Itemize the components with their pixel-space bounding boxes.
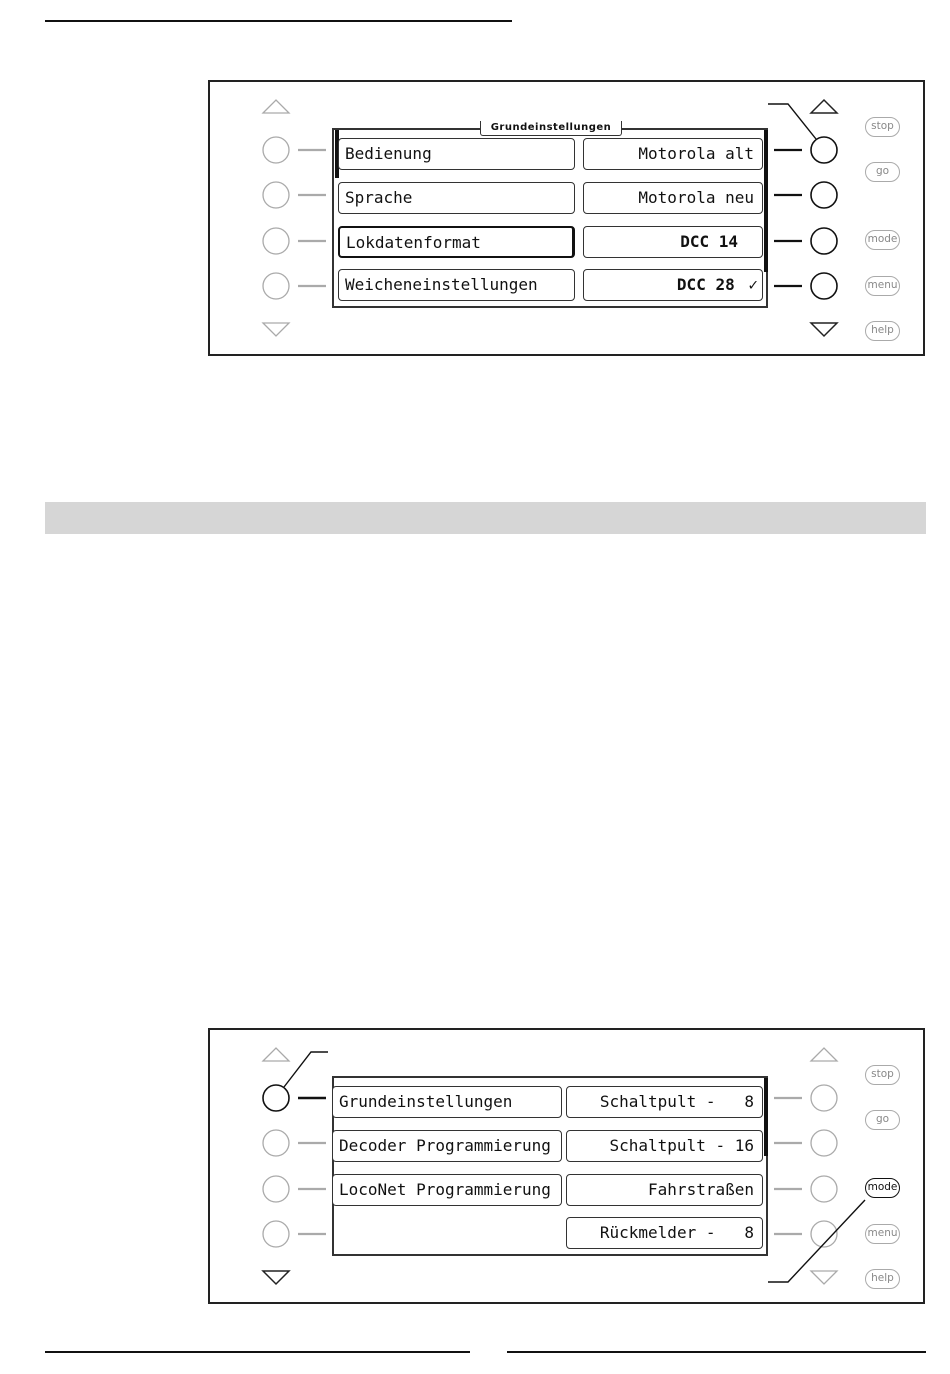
- left-down-arrow-icon: [263, 1271, 289, 1284]
- top-rule: [45, 20, 512, 22]
- right-softkey-3: [811, 228, 837, 254]
- option-motorola-neu[interactable]: Motorola neu: [583, 182, 763, 214]
- menu-button[interactable]: menu: [865, 1224, 900, 1244]
- mode-button[interactable]: mode: [865, 1178, 900, 1198]
- right-scrollbar[interactable]: [764, 130, 768, 272]
- option-dcc-14[interactable]: DCC 14: [583, 226, 763, 258]
- menu-item-schaltpult-16[interactable]: Schaltpult - 16: [566, 1130, 763, 1162]
- help-button[interactable]: help: [865, 1269, 900, 1289]
- mode-button[interactable]: mode: [865, 230, 900, 250]
- left-softkey-2: [263, 182, 289, 208]
- left-softkey-2: [263, 1130, 289, 1156]
- display-screen-1: [332, 122, 768, 308]
- menu-item-decoder-programmierung[interactable]: Decoder Programmierung: [332, 1130, 562, 1162]
- menu-item-schaltpult-8[interactable]: Schaltpult - 8: [566, 1086, 763, 1118]
- control-panel-2: [208, 1028, 925, 1304]
- right-up-arrow-icon: [811, 100, 837, 113]
- option-dcc-28[interactable]: [583, 269, 763, 301]
- left-softkey-4: [263, 1221, 289, 1247]
- left-up-arrow-icon: [263, 100, 289, 113]
- left-up-arrow-icon: [263, 1048, 289, 1061]
- right-softkey-3: [811, 1176, 837, 1202]
- control-panel-1: [208, 80, 925, 356]
- go-button[interactable]: go: [865, 1110, 900, 1130]
- stop-button[interactable]: stop: [865, 117, 900, 137]
- menu-item-loconet-programmierung[interactable]: LocoNet Programmierung: [332, 1174, 562, 1206]
- go-button[interactable]: go: [865, 162, 900, 182]
- bottom-rule-right: [507, 1351, 926, 1353]
- menu-item-fahrstrassen[interactable]: Fahrstraßen: [566, 1174, 763, 1206]
- right-scrollbar[interactable]: [764, 1078, 768, 1156]
- menu-item-sprache[interactable]: Sprache: [338, 182, 575, 214]
- menu-item-lokdatenformat[interactable]: Lokdatenformat: [338, 226, 575, 258]
- pointer-line-left: [284, 1052, 328, 1087]
- right-softkey-2: [811, 1130, 837, 1156]
- checkmark-icon: ✓: [748, 275, 758, 294]
- left-softkey-3: [263, 1176, 289, 1202]
- menu-item-weicheneinstellungen[interactable]: Weicheneinstellungen: [338, 269, 575, 301]
- help-button[interactable]: help: [865, 321, 900, 341]
- right-up-arrow-icon: [811, 1048, 837, 1061]
- left-softkey-4: [263, 273, 289, 299]
- pointer-line: [768, 104, 816, 139]
- section-band: [45, 502, 926, 534]
- right-softkey-1: [811, 1085, 837, 1111]
- display-screen-2: [332, 1076, 768, 1256]
- right-down-arrow-icon: [811, 323, 837, 336]
- right-down-arrow-icon: [811, 1271, 837, 1284]
- screen-title: Grundeinstellungen: [480, 121, 622, 136]
- option-dcc-28-label: DCC 28: [676, 275, 735, 294]
- option-motorola-alt[interactable]: Motorola alt: [583, 138, 763, 170]
- right-softkey-4: [811, 273, 837, 299]
- menu-item-bedienung[interactable]: Bedienung: [338, 138, 575, 170]
- left-softkey-3: [263, 228, 289, 254]
- left-softkey-1: [263, 1085, 289, 1111]
- stop-button[interactable]: stop: [865, 1065, 900, 1085]
- left-down-arrow-icon: [263, 323, 289, 336]
- menu-item-grundeinstellungen[interactable]: Grundeinstellungen: [332, 1086, 562, 1118]
- menu-button[interactable]: menu: [865, 276, 900, 296]
- right-softkey-2: [811, 182, 837, 208]
- right-softkey-1: [811, 137, 837, 163]
- left-softkey-1: [263, 137, 289, 163]
- bottom-rule-left: [45, 1351, 470, 1353]
- menu-item-rueckmelder-8[interactable]: Rückmelder - 8: [566, 1217, 763, 1249]
